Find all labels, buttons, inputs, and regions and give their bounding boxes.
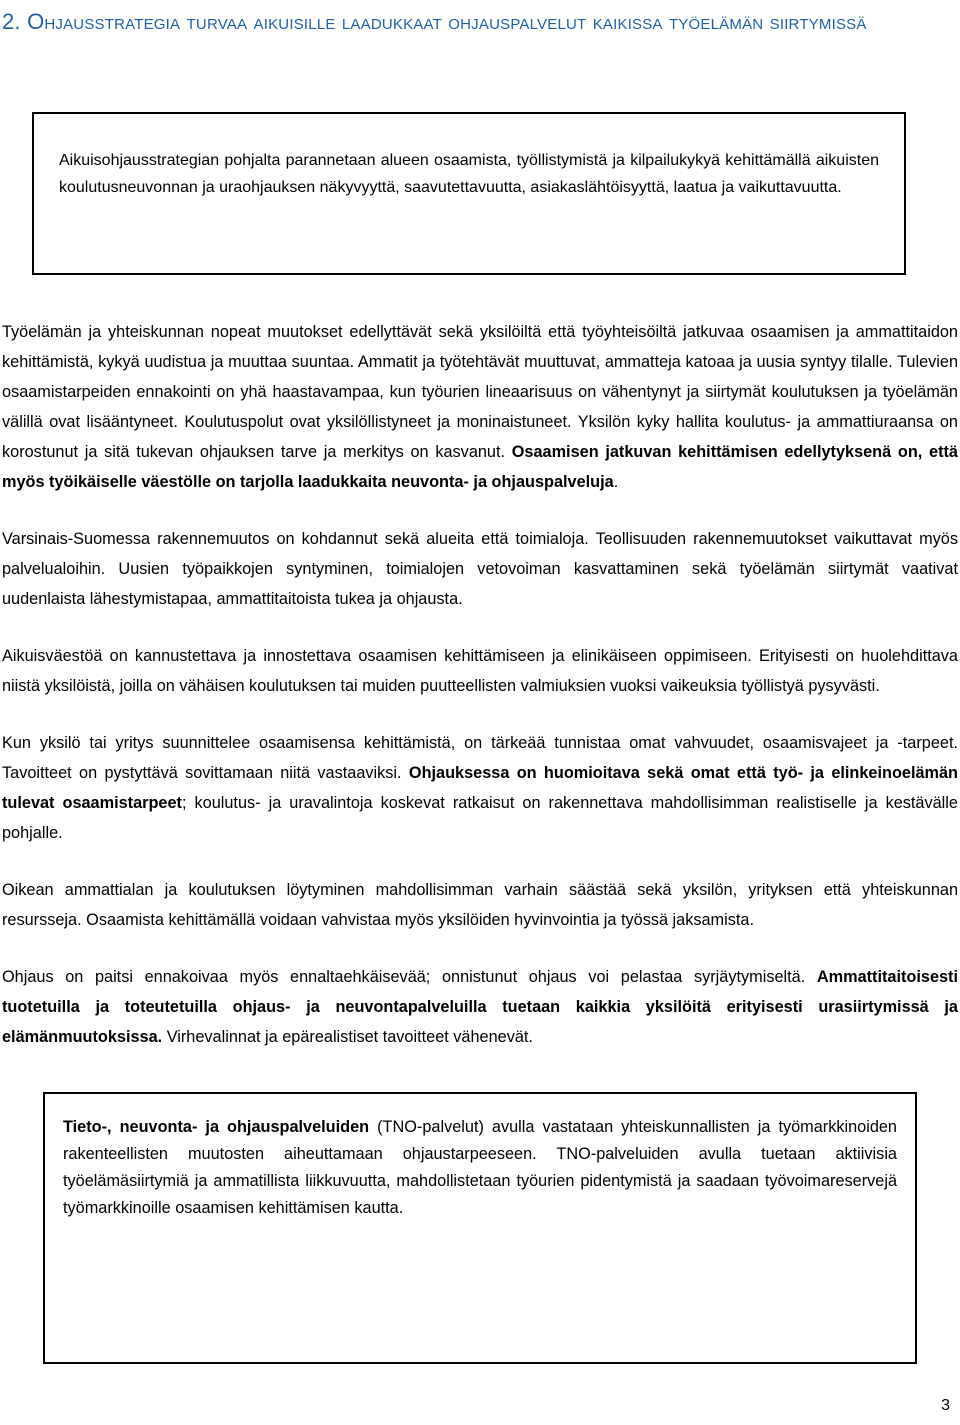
paragraph-1-text: Työelämän ja yhteiskunnan nopeat muutokset edellyttävät sekä yksilöiltä että työyhteisöiltä jatkuvaa osaamisen ja ammattitaidon kehittämistä, kykyä uudistua ja muuttaa suuntaa. Ammatit ja työtehtävät muuttuvat, ammatteja katoaa ja uusia syntyy tilalle. Tulevien osaamistarpeiden ennakointi on yhä haastavampaa, kun työurien lineaarisuus on vähentynyt ja siirtymät koulutuksen ja työelämän välillä ovat lisääntyneet. Koulutuspolut ovat yksilöllistyneet ja moninaistuneet. Yksilön kyky hallita koulutus- ja ammattiuraansa on korostunut ja sitä tukevan ohjauksen tarve ja merkitys on kasvanut. [2,323,958,461]
paragraph-6-emphasis: Ammattitaitoisesti tuotetuilla ja toteutetuilla ohjaus- ja neuvontapalveluilla tuetaan kaikkia yksilöitä erityisesti urasiirtymissä ja elämänmuutoksissa. [2,968,958,1046]
tno-box-emphasis: Tieto-, neuvonta- ja ohjauspalveluiden [63,1118,370,1136]
paragraph-4 [2,728,958,848]
paragraph-4-end: ; koulutus- ja uravalintoja koskevat ratkaisut on rakennettava mahdollisimman realistiselle ja kestävälle pohjalle. [2,794,958,842]
paragraph-4-emphasis: Ohjauksessa on huomioitava sekä omat että työ- ja elinkeinoelämän tulevat osaamistarpeet [2,764,958,812]
tno-box-text: (TNO-palvelut) avulla vastataan yhteiskunnallisten ja työmarkkinoiden rakenteellisten muutosten aiheuttamaan ohjaustarpeeseen. TNO-palveluiden avulla tuetaan aktiivisia työelämäsiirtymiä ja ammatillista liikkuvuutta, mahdollistetaan työurien pidentymistä ja saadaan työvoimareservejä työmarkkinoille osaamisen kehittämisen kautta. [63,1118,897,1217]
paragraph-1 [2,317,958,497]
paragraph-6-text: Ohjaus on paitsi ennakoivaa myös ennaltaehkäisevää; onnistunut ohjaus voi pelastaa syrjäytymiseltä. [2,968,817,986]
summary-text: Aikuisohjausstrategian pohjalta parannetaan alueen osaamista, työllistymistä ja kilpailukykyä kehittämällä aikuisten koulutusneuvonnan ja uraohjauksen näkyvyyttä, saavutettavuutta, asiakaslähtöisyyttä, laatua ja vaikuttavuutta. [59,152,879,196]
page-number: 3 [941,1397,950,1414]
paragraph-6-end: Virhevalinnat ja epärealistiset tavoitteet vähenevät. [162,1028,533,1046]
paragraph-6 [2,962,958,1052]
summary-box [32,112,906,275]
tno-box [43,1092,917,1364]
paragraph-5: Oikean ammattialan ja koulutuksen löytyminen mahdollisimman varhain säästää sekä yksilön, yrityksen että yhteiskunnan resursseja. Osaamista kehittämällä voidaan vahvistaa myös yksilöiden hyvinvointia ja työssä jaksamista. [2,881,958,929]
paragraph-1-emphasis: Osaamisen jatkuvan kehittämisen edellytyksenä on, että myös työikäiselle väestölle on tarjolla laadukkaita neuvonta- ja ohjauspalveluja [2,443,958,491]
paragraph-3: Aikuisväestöä on kannustettava ja innostettava osaamisen kehittämiseen ja elinikäiseen oppimiseen. Erityisesti on huolehdittava niistä yksilöistä, joilla on vähäisen koulutuksen tai muiden puutteellisten valmiuksien vuoksi vaikeuksia työllistyä pysyvästi. [2,647,958,695]
section-number: 2. [2,9,28,34]
paragraph-4-text: Kun yksilö tai yritys suunnittelee osaamisensa kehittämistä, on tärkeää tunnistaa omat vahvuudet, osaamisvajeet ja -tarpeet. Tavoitteet on pystyttävä sovittamaan niitä vastaaviksi. [2,734,958,782]
body-text [2,317,958,1079]
paragraph-1-end: . [613,473,619,491]
paragraph-2: Varsinais-Suomessa rakennemuutos on kohdannut sekä alueita että toimialoja. Teollisuuden rakennemuutokset vaikuttavat myös palvelualoihin. Uusien työpaikkojen syntyminen, toimialojen vetovoiman kasvattaminen sekä työelämän siirtymät vaativat uudenlaista lähestymistapaa, ammattitaitoista tukea ja ohjausta. [2,530,958,608]
section-heading [2,2,952,42]
section-title: Ohjausstrategia turvaa aikuisille laadukkaat ohjauspalvelut kaikissa työelämän siirtymissä [27,9,867,34]
